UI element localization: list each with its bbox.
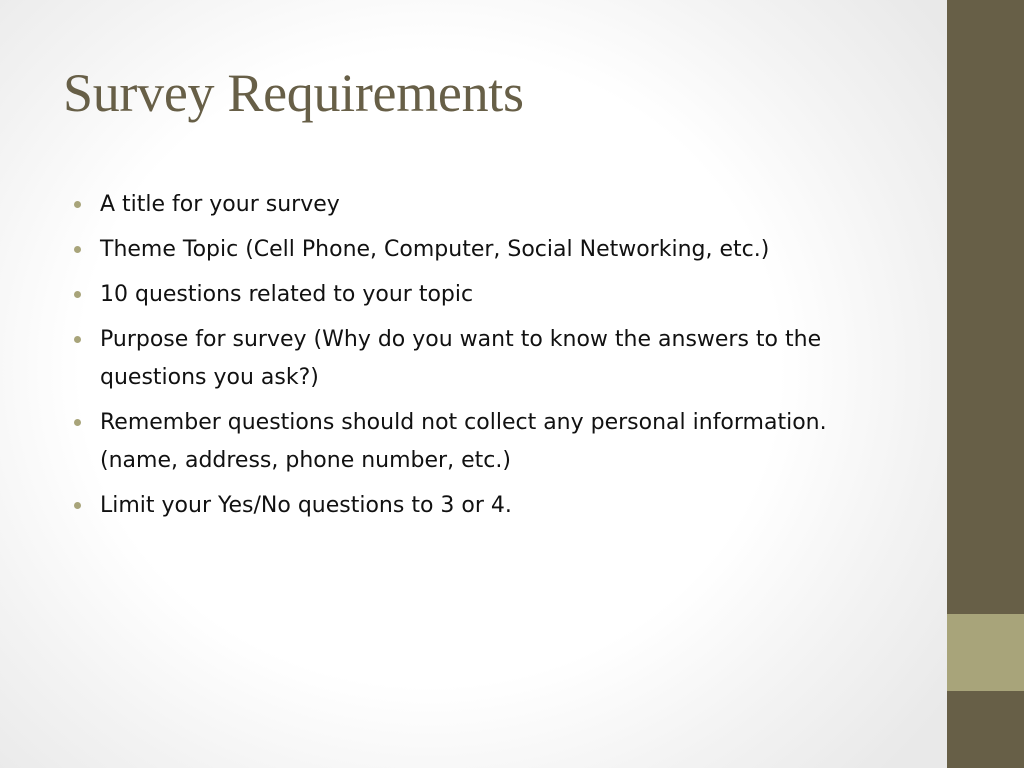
bullet-dot-icon [74, 502, 81, 509]
bullet-item [72, 404, 902, 480]
bullet-text: Purpose for survey (Why do you want to know the answers to the questions you ask?) [100, 327, 829, 390]
slide-title: Survey Requirements [63, 63, 524, 123]
bullet-dot-icon [74, 419, 81, 426]
bullet-item [72, 487, 902, 525]
bullet-dot-icon [74, 246, 81, 253]
bullet-text: Theme Topic (Cell Phone, Computer, Social Networking, etc.) [100, 237, 770, 262]
bullet-item [72, 321, 902, 397]
side-accent-block [947, 614, 1024, 691]
bullet-item [72, 276, 902, 314]
bullet-item [72, 231, 902, 269]
bullet-dot-icon [74, 336, 81, 343]
bullet-dot-icon [74, 201, 81, 208]
bullet-text: A title for your survey [100, 192, 340, 217]
bullet-item [72, 186, 902, 224]
bullet-text: Remember questions should not collect any personal information. (name, address, phone number, etc.) [100, 410, 841, 473]
bullet-text: 10 questions related to your topic [100, 282, 474, 307]
bullet-dot-icon [74, 291, 81, 298]
bullet-list [72, 186, 902, 532]
bullet-text: Limit your Yes/No questions to 3 or 4. [100, 493, 512, 518]
